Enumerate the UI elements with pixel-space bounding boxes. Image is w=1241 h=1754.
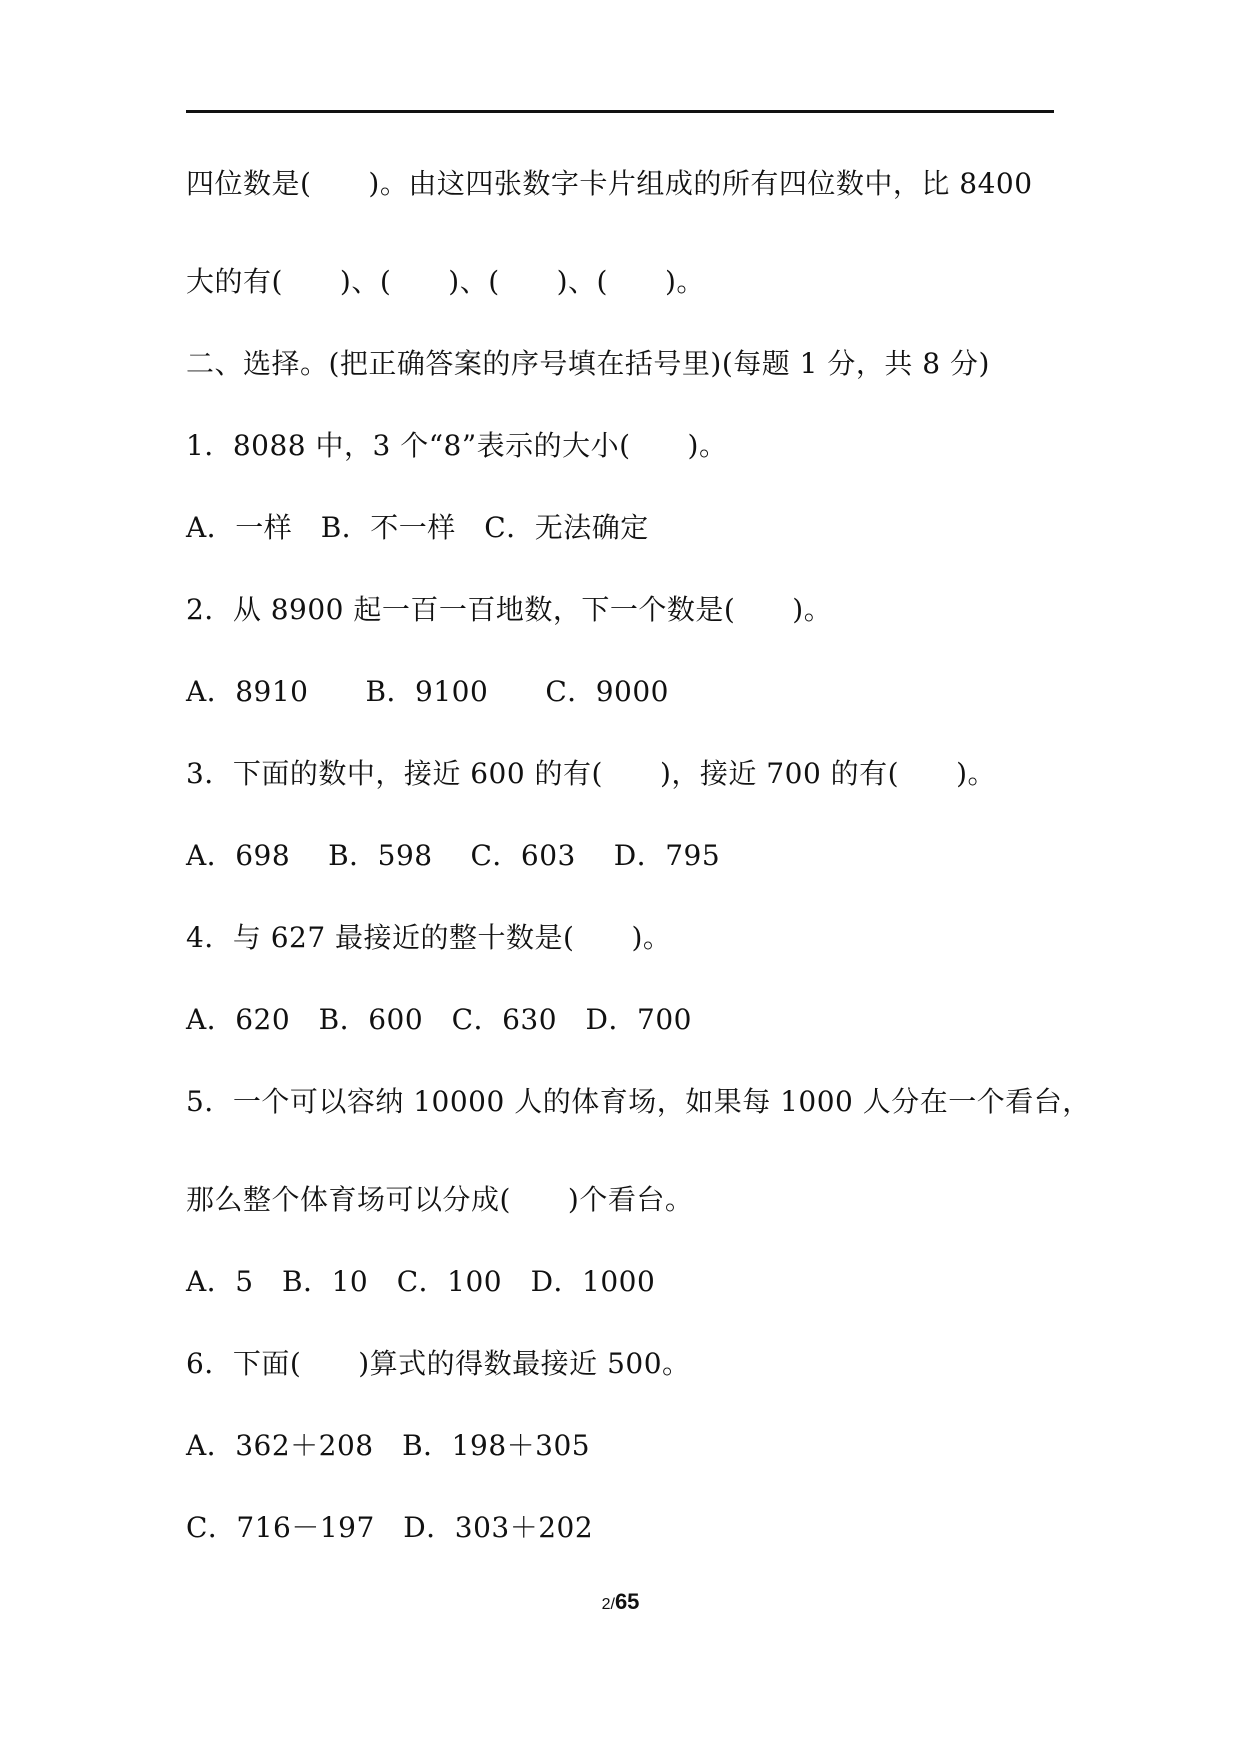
question-2-options: A．8910 B．9100 C．9000 [186, 675, 669, 708]
question-5-options: A．5 B．10 C．100 D．1000 [186, 1265, 656, 1298]
text-line-1: 四位数是( )。由这四张数字卡片组成的所有四位数中，比 8400 [186, 167, 1033, 200]
total-pages: 65 [614, 1589, 640, 1614]
question-5: 5．一个可以容纳 10000 人的体育场，如果每 1000 人分在一个看台， [186, 1085, 1091, 1118]
current-page: 2 [601, 1596, 611, 1613]
page-number [0, 1590, 1241, 1617]
question-5-continued: 那么整个体育场可以分成( )个看台。 [186, 1183, 694, 1216]
question-2: 2．从 8900 起一百一百地数，下一个数是( )。 [186, 593, 833, 626]
question-1-options: A．一样 B．不一样 C．无法确定 [186, 511, 649, 544]
question-4-options: A．620 B．600 C．630 D．700 [186, 1003, 692, 1036]
question-6-options-cd: C．716－197 D．303＋202 [186, 1511, 594, 1544]
question-3-options: A．698 B．598 C．603 D．795 [186, 839, 721, 872]
question-1: 1．8088 中，3 个“8”表示的大小( )。 [186, 429, 728, 462]
section-heading-choice: 二、选择。(把正确答案的序号填在括号里)(每题 1 分，共 8 分) [186, 347, 990, 380]
page-separator: / [610, 1596, 615, 1613]
question-3: 3．下面的数中，接近 600 的有( )，接近 700 的有( )。 [186, 757, 997, 790]
header-rule [186, 110, 1054, 113]
question-4: 4．与 627 最接近的整十数是( )。 [186, 921, 672, 954]
question-6-options-ab: A．362＋208 B．198＋305 [186, 1429, 591, 1462]
question-6: 6．下面( )算式的得数最接近 500。 [186, 1347, 691, 1380]
text-line-2: 大的有( )、( )、( )、( )。 [186, 265, 705, 298]
